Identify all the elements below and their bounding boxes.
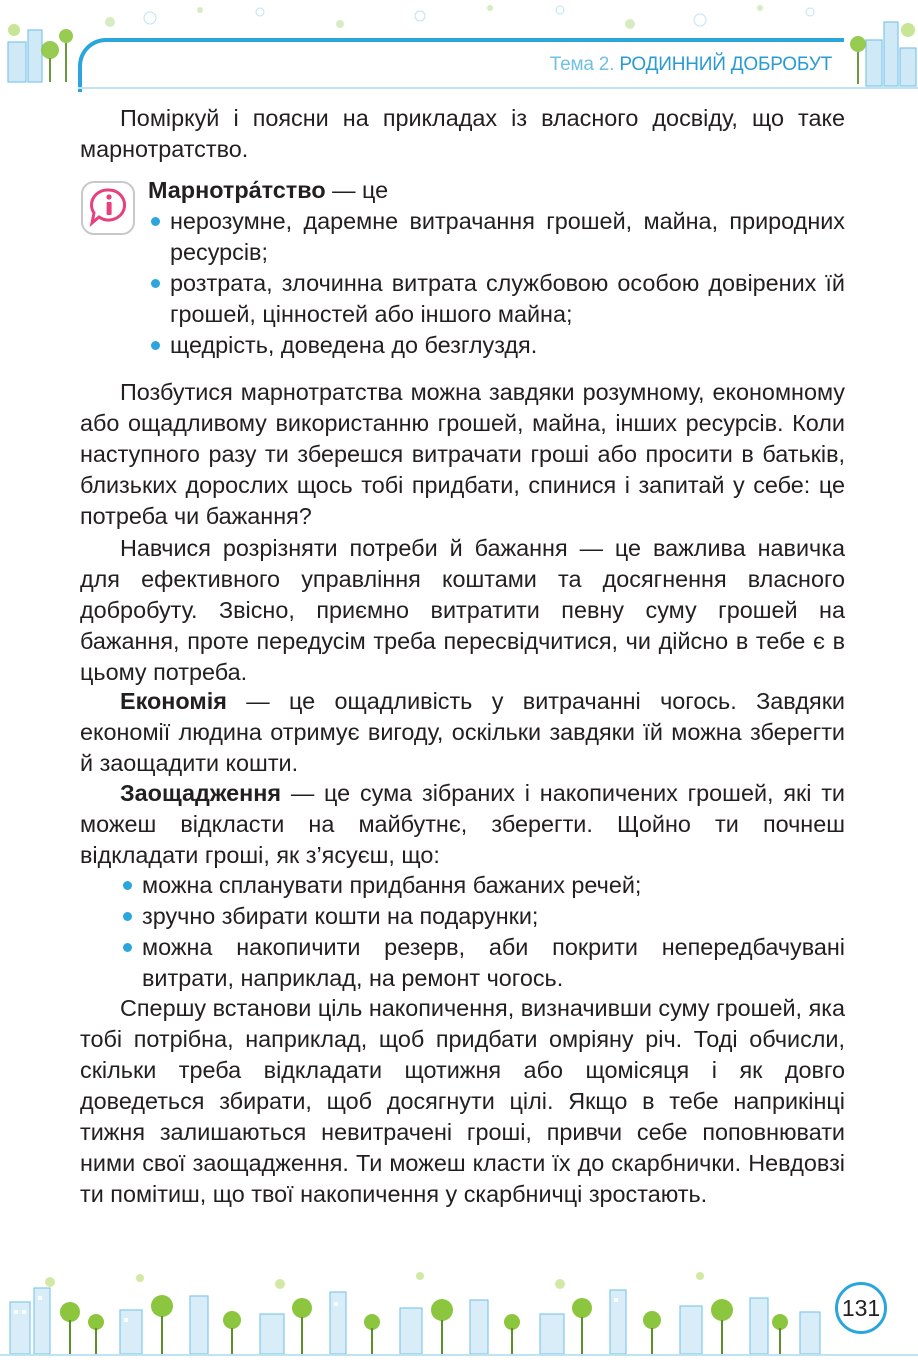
- intro-question: Поміркуй і поясни на прикладах із власного досвіду, що таке марнотратство.: [80, 105, 845, 162]
- savings-text: — це сума зібраних і накопичених грошей, які ти можеш відкласти на майбутнє, зберегти. Щойно ти почнеш відкладати гроші, як з’ясуєш, що:: [80, 780, 845, 868]
- term-economy: Економія: [120, 688, 227, 714]
- page-number: 131: [835, 1282, 887, 1334]
- list-item: можна накопичити резерв, аби покрити непередбачувані витрати, наприклад, на ремонт чогось.: [120, 932, 845, 994]
- topic-number: Тема 2.: [549, 54, 615, 75]
- definition-list: [148, 206, 845, 361]
- header-divider: [78, 87, 918, 89]
- footer-cityscape-decoration: [0, 1262, 918, 1360]
- paragraph-marnotratstvo: Позбутися марнотратства можна завдяки розумному, економному або ощадливому використанню грошей, майна, інших ресурсів. Коли наступного разу ти зберешся витрачати гроші або просити в батьків, близьких дорослих щось тобі придбати, спинися і запитай у себе: це потреба чи бажання?: [80, 379, 845, 529]
- list-item: зручно збирати кошти на подарунки;: [120, 901, 845, 932]
- definition-term: Марнотра́тство: [148, 177, 326, 203]
- list-item: розтрата, злочинна витрата службовою особою довірених їй грошей, цінностей або іншого майна;: [148, 268, 845, 330]
- info-icon: [80, 180, 136, 238]
- economy-text: — це ощадливість у витрачанні чогось. Завдяки економії людина отримує вигоду, оскільки завдяки їй можна зберегти й заощадити кошти.: [80, 688, 845, 776]
- paragraph-saving-goal: Спершу встанови ціль накопичення, визначивши суму грошей, яка тобі потрібна, наприклад, щоб придбати омріяну річ. Тоді обчисли, скільки треба відкладати щотижня або щомісяця і як довго доведеться збирати, щоб досягнути цілі. Якщо в тебе наприкінці тижня залишаються невитрачені гроші, привчи себе поповнювати ними свої заощадження. Ти можеш класти їх до скарбнички. Невдовзі ти помітиш, що твої накопичення у скарбничці зростають.: [80, 995, 845, 1207]
- definition-connector: — це: [325, 177, 389, 203]
- paragraph-savings: [80, 778, 845, 871]
- paragraph-economy: [80, 686, 845, 779]
- definition-title: [148, 175, 388, 206]
- topic-name: РОДИННИЙ ДОБРОБУТ: [619, 54, 832, 75]
- list-item: можна спланувати придбання бажаних речей;: [120, 870, 845, 901]
- term-savings: Заощадження: [120, 780, 282, 806]
- list-item: щедрість, доведена до безглуздя.: [148, 330, 845, 361]
- running-header: [550, 54, 832, 76]
- list-item: нерозумне, даремне витрачання грошей, майна, природних ресурсів;: [148, 206, 845, 268]
- savings-benefits-list: [120, 870, 845, 994]
- paragraph-needs-wants: Навчися розрізняти потреби й бажання — це важлива навичка для ефективного управління коштами та досягнення власного добробуту. Звісно, приємно витратити певну суму грошей на бажання, проте передусім треба пересвідчитися, чи дійсно в тебе є в цьому потреба.: [80, 535, 845, 685]
